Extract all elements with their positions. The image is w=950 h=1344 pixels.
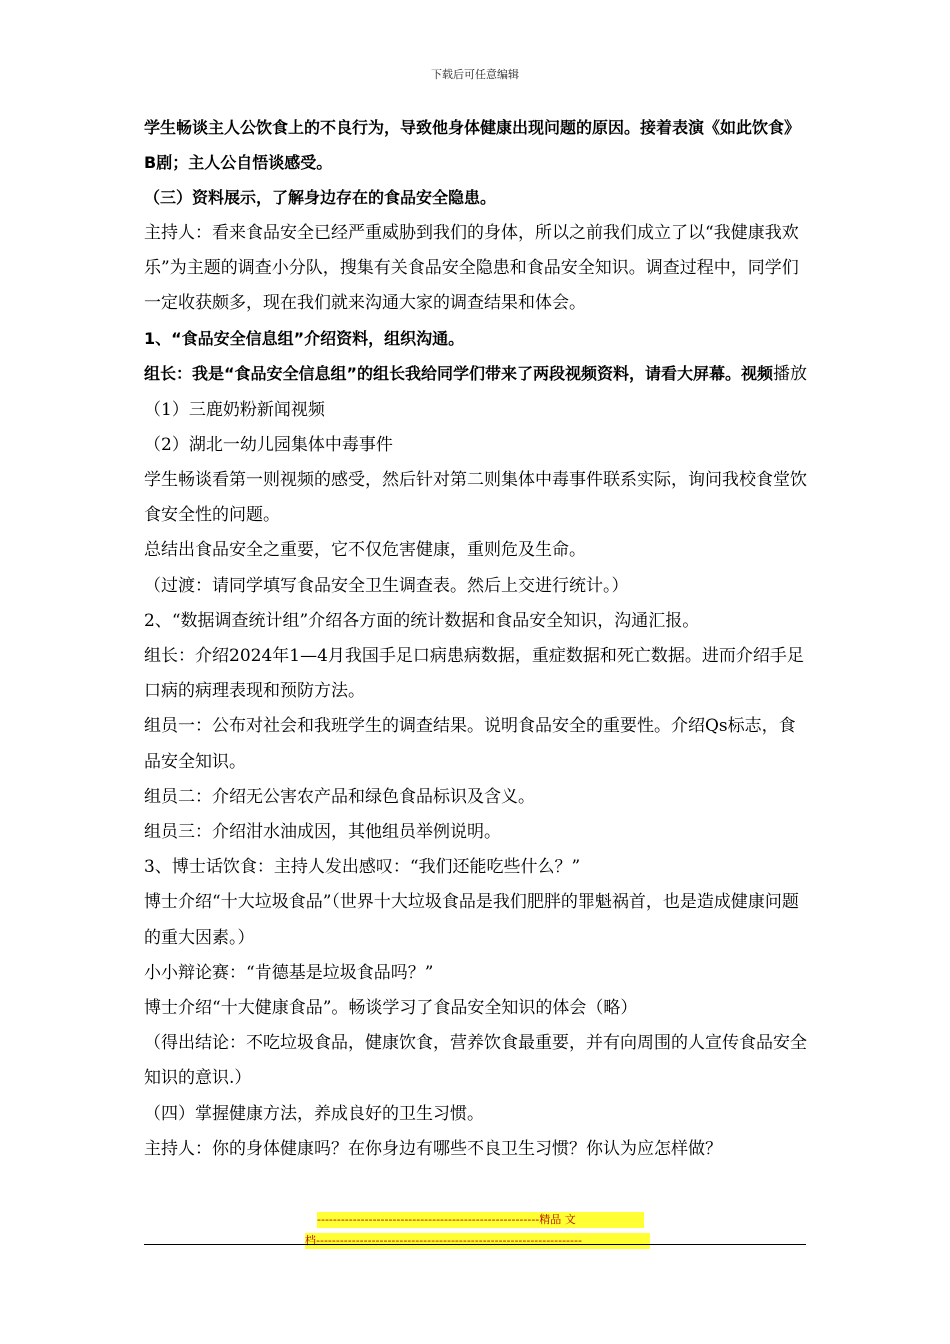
paragraph-video-2: （2）湖北一幼儿园集体中毒事件 [144,434,393,455]
paragraph-member-1: 组员一：公布对社会和我班学生的调查结果。说明食品安全的重要性。介绍Qs标志，食品安全知识。 [144,716,796,772]
item-heading-3: 3、博士话饮食：主持人发出感叹：“我们还能吃些什么？” [144,857,581,878]
paragraph-healthy-food: 博士介绍“十大健康食品”。畅谈学习了食品安全知识的体会（略） [144,998,638,1019]
paragraph-debate: 小小辩论赛：“肯德基是垃圾食品吗？” [144,962,434,983]
paragraph-intro: 学生畅谈主人公饮食上的不良行为，导致他身体健康出现问题的原因。接着表演《如此饮食》B剧；主人公自悟谈感受。 [144,118,801,173]
paragraph-member-3: 组员三：介绍泔水油成因，其他组员举例说明。 [144,822,501,843]
paragraph-host-question: 主持人：你的身体健康吗？在你身边有哪些不良卫生习惯？你认为应怎样做？ [144,1138,722,1159]
section-heading-3: （三）资料展示，了解身边存在的食品安全隐患。 [144,188,497,208]
item-heading-2: 2、“数据调查统计组”介绍各方面的统计数据和食品安全知识，沟通汇报。 [144,610,700,631]
paragraph-summary: 总结出食品安全之重要，它不仅危害健康，重则危及生命。 [144,540,586,561]
page-footer [305,1212,650,1254]
paragraph-leader-data: 组长：介绍2024年1—4月我国手足口病患病数据，重症数据和死亡数据。进而介绍手足口病的病理表现和预防方法。 [144,646,804,702]
footer-rule [144,1244,806,1245]
footer-line-1: --------------------------------------------------------精品 文 [317,1212,644,1228]
leader-video-bold: 组长：我是“食品安全信息组”的组长我给同学们带来了两段视频资料，请看大屏幕。视频 [144,364,774,384]
leader-video-normal: 播放（1）三鹿奶粉新闻视频 [144,364,808,420]
paragraph-junk-food: 博士介绍“十大垃圾食品”（世界十大垃圾食品是我们肥胖的罪魁祸首，也是造成健康问题的重大因素。） [144,892,799,948]
paragraph-transition: （过渡：请同学填写食品安全卫生调查表。然后上交进行统计。） [144,575,629,596]
footer-line-2: 档------------------------------------------------------------------- [305,1233,650,1249]
paragraph-conclusion: （得出结论：不吃垃圾食品，健康饮食，营养饮食最重要，并有向周围的人宣传食品安全知识的意识.） [144,1033,807,1089]
paragraph-host-intro: 主持人：看来食品安全已经严重威胁到我们的身体，所以之前我们成立了以“我健康我欢乐”为主题的调查小分队，搜集有关食品安全隐患和食品安全知识。调查过程中，同学们一定收获颇多，现在我们就来沟通大家的调查结果和体会。 [144,222,799,314]
page-header: 下载后可任意编辑 [431,68,519,81]
paragraph-student-discuss: 学生畅谈看第一则视频的感受，然后针对第二则集体中毒事件联系实际，询问我校食堂饮食安全性的问题。 [144,470,807,526]
section-heading-4: （四）掌握健康方法，养成良好的卫生习惯。 [144,1103,484,1124]
paragraph-leader-video [144,356,808,427]
document-body [144,110,808,1167]
paragraph-member-2: 组员二：介绍无公害农产品和绿色食品标识及含义。 [144,786,535,807]
item-heading-1: 1、“食品安全信息组”介绍资料，组织沟通。 [144,329,465,349]
